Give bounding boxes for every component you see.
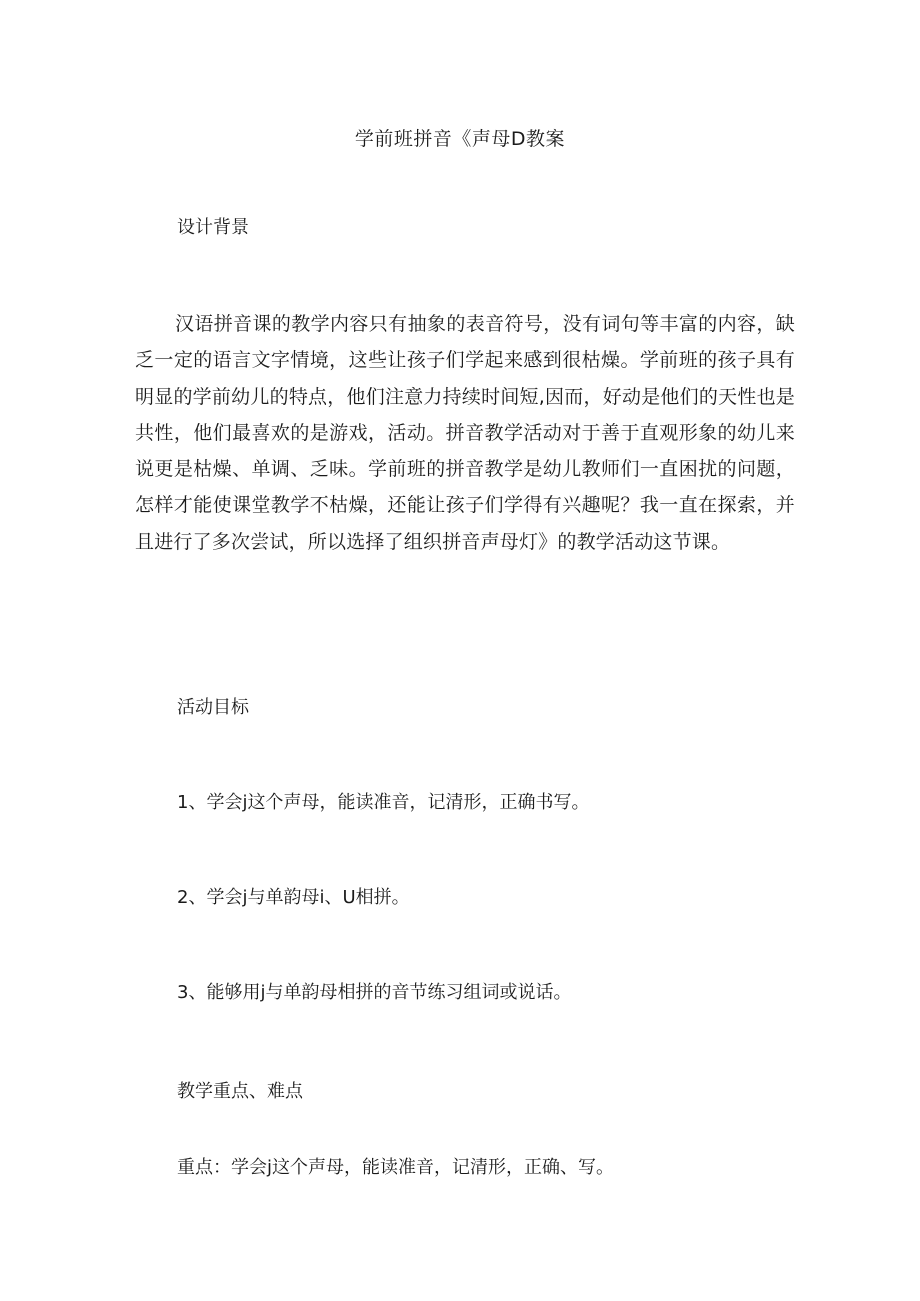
goal-item-1: 1、学会j这个声母，能读准音，记清形，正确书写。 [177,792,590,813]
goal-item-2: 2、学会j与单韵母i、U相拼。 [177,887,410,908]
document-title: 学前班拼音《声母D教案 [354,128,566,150]
section-heading-design-background: 设计背景 [177,217,249,238]
design-background-paragraph: 汉语拼音课的教学内容只有抽象的表音符号，没有词句等丰富的内容，缺乏一定的语言文字情境，这些让孩子们学起来感到很枯燥。学前班的孩子具有明显的学前幼儿的特点，他们注意力持续时间短,因而，好动是他们的天性也是共性，他们最喜欢的是游戏，活动。拼音教学活动对于善于直观形象的幼儿来说更是枯燥、单调、乏味。学前班的拼音教学是幼儿教师们一直困扰的问题，怎样才能使课堂教学不枯燥，还能让孩子们学得有兴趣呢？我一直在探索，并且进行了多次尝试，所以选择了组织拼音声母灯》的教学活动这节课。 [135,313,795,553]
key-point-focus: 重点：学会j这个声母，能读准音，记清形，正确、写。 [177,1157,614,1178]
section-heading-key-points: 教学重点、难点 [177,1081,303,1102]
section-heading-activity-goals: 活动目标 [177,697,249,718]
goal-item-3: 3、能够用j与单韵母相拼的音节练习组词或说话。 [177,982,572,1003]
